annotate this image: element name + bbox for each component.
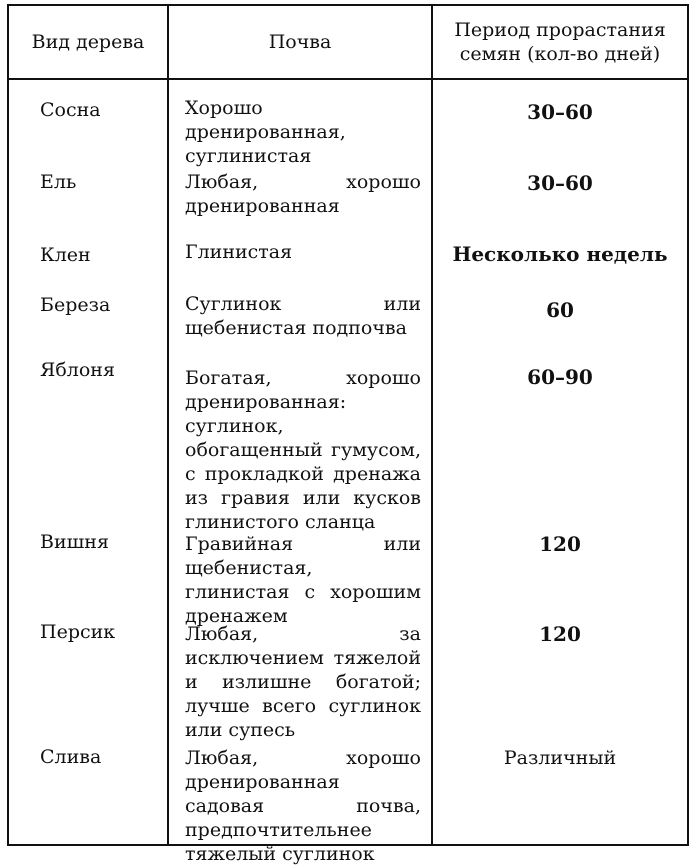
soil-description: Хорошо дренированная, суглинистая xyxy=(185,97,346,167)
tree-name: Персик xyxy=(40,621,116,643)
germination-period: 120 xyxy=(539,622,581,646)
soil-description: Любая, хорошо дренированная садовая почва, предпочтительнее тяжелый суглинок xyxy=(185,747,421,865)
germination-period: 60 xyxy=(546,298,574,322)
germination-period: 120 xyxy=(539,532,581,556)
germination-period: Несколько недель xyxy=(452,242,668,266)
tree-name: Сосна xyxy=(40,99,101,121)
germination-period: Различный xyxy=(503,747,617,769)
header-germination-period: Период прорастания семян (кол-во дней) xyxy=(454,19,666,65)
soil-description: Любая, хорошо дренированная xyxy=(185,171,421,217)
column-divider-1 xyxy=(167,4,169,846)
soil-description: Богатая, хорошо дренированная: суглинок, обогащенный гумусом, с прокладкой дренажа из гравия или кусков глинистого сланца xyxy=(185,367,421,533)
tree-name: Береза xyxy=(40,294,111,316)
tree-name: Ель xyxy=(40,171,77,193)
soil-description: Суглинок или щебенистая подпочва xyxy=(185,293,421,339)
header-soil: Почва xyxy=(268,31,332,53)
tree-name: Яблоня xyxy=(40,359,115,381)
header-divider xyxy=(7,78,689,80)
header-tree-species: Вид дерева xyxy=(31,31,145,53)
soil-description: Любая, за исключением тяжелой и излишне богатой; лучше всего суглинок или супесь xyxy=(185,623,421,741)
tree-name: Слива xyxy=(40,746,102,768)
tree-name: Клен xyxy=(40,244,91,266)
soil-description: Глинистая xyxy=(185,241,293,263)
tree-name: Вишня xyxy=(40,531,109,553)
soil-description: Гравийная или щебенистая, глинистая с хорошим дренажем xyxy=(185,533,421,627)
column-divider-2 xyxy=(431,4,433,846)
germination-period: 30–60 xyxy=(527,100,593,124)
germination-period: 30–60 xyxy=(527,171,593,195)
germination-period: 60–90 xyxy=(527,365,593,389)
